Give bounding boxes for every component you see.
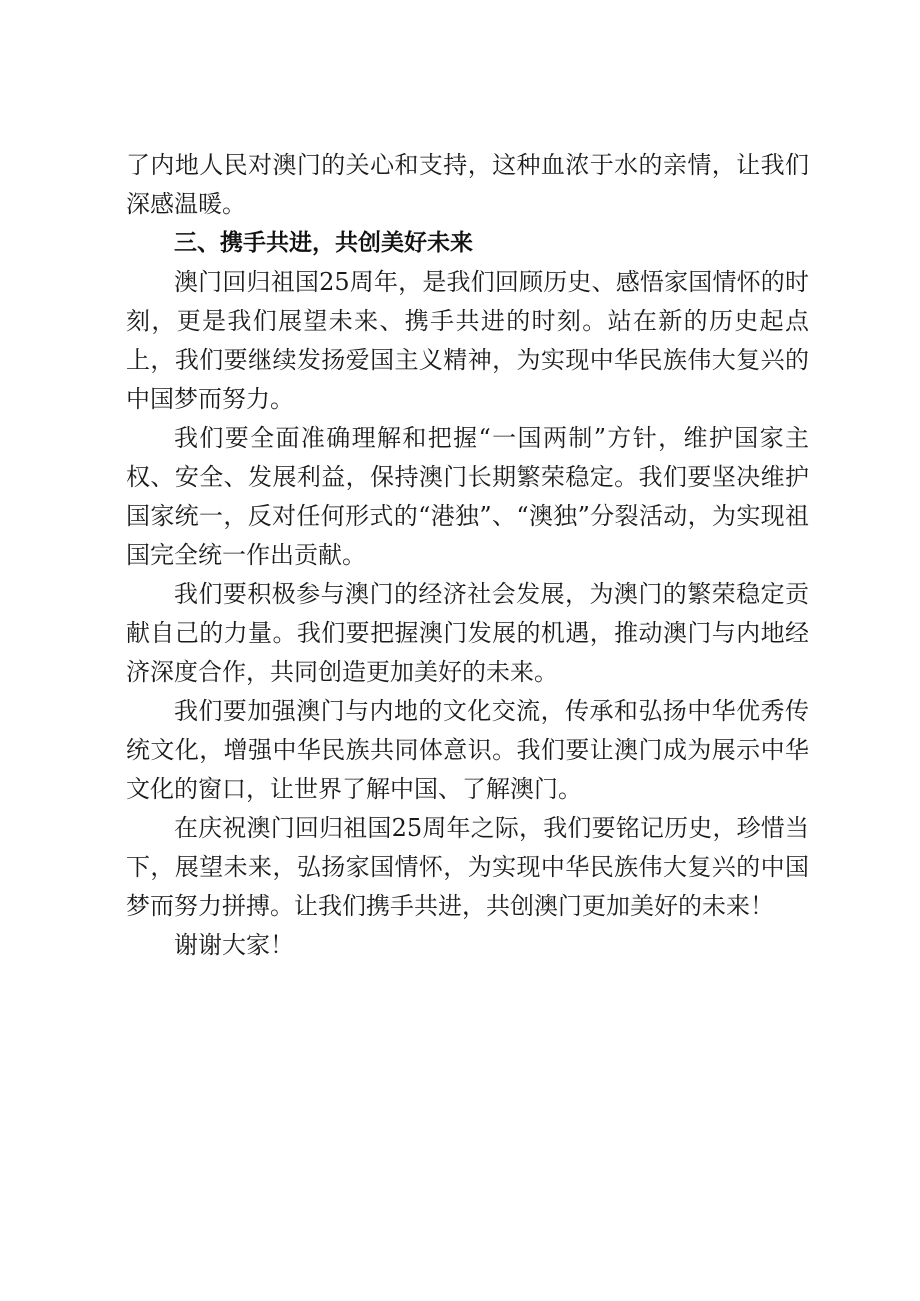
- document-body: [126, 146, 809, 965]
- closing-line: 谢谢大家！: [174, 931, 294, 959]
- paragraph-3: 我们要积极参与澳门的经济社会发展，为澳门的繁荣稳定贡献自己的力量。我们要把握澳门发展的机遇，推动澳门与内地经济深度合作，共同创造更加美好的未来。: [126, 580, 809, 686]
- section-heading: 三、携手共进，共创美好未来: [174, 230, 473, 256]
- paragraph-4: 我们要加强澳门与内地的文化交流，传承和弘扬中华优秀传统文化，增强中华民族共同体意识。我们要让澳门成为展示中华文化的窗口，让世界了解中国、了解澳门。: [126, 697, 809, 803]
- continuation-paragraph: 了内地人民对澳门的关心和支持，这种血浓于水的亲情，让我们深感温暖。: [126, 151, 809, 218]
- paragraph-5: 在庆祝澳门回归祖国25周年之际，我们要铭记历史，珍惜当下，展望未来，弘扬家国情怀，为实现中华民族伟大复兴的中国梦而努力拼搏。让我们携手共进，共创澳门更加美好的未来！: [126, 814, 809, 920]
- paragraph-2: 我们要全面准确理解和把握“一国两制”方针，维护国家主权、安全、发展利益，保持澳门长期繁荣稳定。我们要坚决维护国家统一，反对任何形式的“港独”、“澳独”分裂活动，为实现祖国完全统一作出贡献。: [126, 424, 809, 569]
- paragraph-1: 澳门回归祖国25周年，是我们回顾历史、感悟家国情怀的时刻，更是我们展望未来、携手共进的时刻。站在新的历史起点上，我们要继续发扬爱国主义精神，为实现中华民族伟大复兴的中国梦而努力。: [126, 268, 809, 413]
